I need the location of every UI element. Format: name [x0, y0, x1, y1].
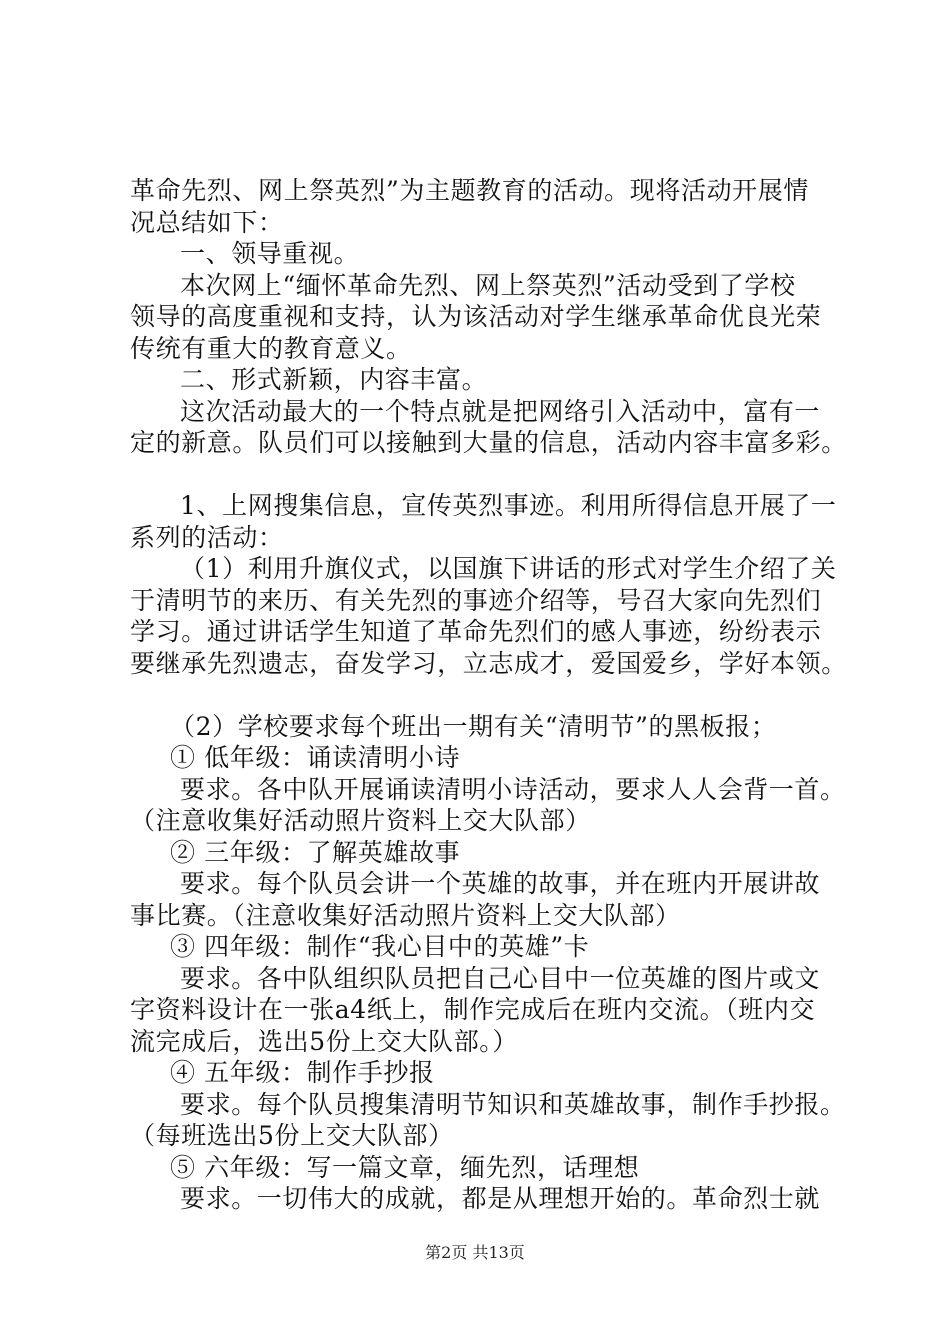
text-line: 要求。每个队员会讲一个英雄的故事，并在班内开展讲故: [180, 869, 821, 898]
text-line: 字资料设计在一张a4纸上，制作完成后在班内交流。（班内交: [130, 995, 816, 1024]
document-body: [130, 175, 847, 1215]
list-item-heading: ③ 四年级：制作“我心目中的英雄”卡: [170, 932, 590, 961]
section-heading: 二、形式新颖，内容丰富。: [180, 365, 488, 394]
text-line: （注意收集好活动照片资料上交大队部）: [130, 806, 591, 835]
text-line: 流完成后，选出5份上交大队部。）: [130, 1026, 519, 1056]
text-line: （1）利用升旗仪式，以国旗下讲话的形式对学生介绍了关: [180, 554, 837, 583]
text-line: （2）学校要求每个班出一期有关“清明节”的黑板报；: [170, 711, 777, 741]
list-item-heading: ① 低年级：诵读清明小诗: [170, 743, 461, 772]
text-line: 况总结如下：: [130, 207, 284, 237]
text-line: 革命先烈、网上祭英烈”为主题教育的活动。现将活动开展情: [130, 176, 809, 205]
paragraph-gap: [130, 459, 830, 491]
list-item-heading: ② 三年级：了解英雄故事: [170, 837, 461, 867]
text-line: 要求。一切伟大的成就，都是从理想开始的。革命烈士就: [180, 1184, 821, 1213]
text-line: 学习。通过讲话学生知道了革命先烈们的感人事迹，纷纷表示: [130, 617, 822, 646]
text-line: 领导的高度重视和支持，认为该活动对学生继承革命优良光荣: [130, 302, 822, 331]
text-line: 要求。各中队组织队员把自己心目中一位英雄的图片或文: [180, 963, 821, 993]
list-item-heading: ⑤ 六年级：写一篇文章，缅先烈，话理想: [170, 1152, 640, 1182]
text-line: （每班选出5份上交大队部）: [130, 1121, 454, 1150]
text-line: 传统有重大的教育意义。: [130, 333, 412, 363]
text-line: 1、上网搜集信息，宣传英烈事迹。利用所得信息开展了一: [180, 491, 837, 520]
text-line: 系列的活动：: [130, 522, 284, 552]
page-footer: [0, 1243, 950, 1263]
section-heading: 一、领导重视。: [180, 239, 360, 268]
text-line: 这次活动最大的一个特点就是把网络引入活动中，富有一: [180, 396, 821, 426]
page-number-label: 第2页 共13页: [425, 1243, 525, 1262]
text-line: 定的新意。队员们可以接触到大量的信息，活动内容丰富多彩。: [130, 428, 847, 457]
text-line: 要求。各中队开展诵读清明小诗活动，要求人人会背一首。: [180, 774, 846, 804]
text-line: 事比赛。（注意收集好活动照片资料上交大队部）: [130, 900, 681, 930]
list-item-heading: ④ 五年级：制作手抄报: [170, 1058, 435, 1087]
paragraph-gap: [130, 679, 830, 711]
text-line: 要继承先烈遗志，奋发学习，立志成才，爱国爱乡，学好本领。: [130, 648, 847, 678]
text-line: 于清明节的来历、有关先烈的事迹介绍等，号召大家向先烈们: [130, 585, 822, 615]
text-line: 要求。每个队员搜集清明节知识和英雄故事，制作手抄报。: [180, 1089, 846, 1119]
text-line: 本次网上“缅怀革命先烈、网上祭英烈”活动受到了学校: [180, 270, 796, 300]
